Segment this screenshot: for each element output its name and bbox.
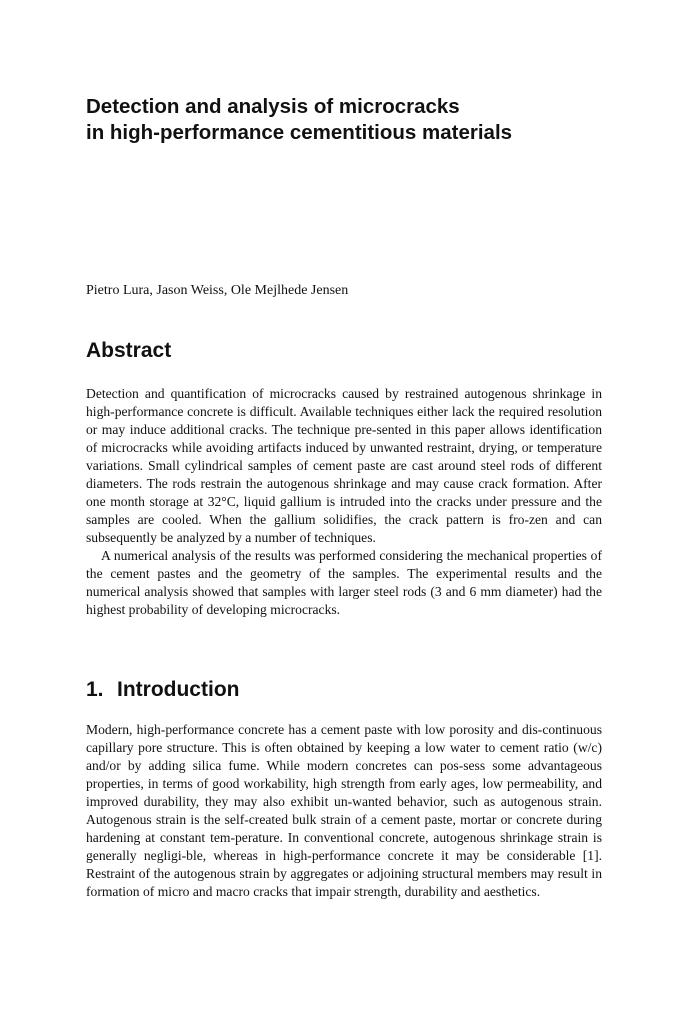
abstract-paragraph-1: Detection and quantification of microcracks caused by restrained autogenous shrinkage in high-performance concrete is difficult. Available techniques either lack the required resolution or may induce additional cracks. The technique pre-sented in this paper allows identification of microcracks while avoiding artifacts induced by unwanted restraint, drying, or temperature variations. Small cylindrical samples of cement paste are cast around steel rods of different diameters. The rods restrain the autogenous shrinkage and may cause crack formation. After one month storage at 32°C, liquid gallium is intruded into the cracks under pressure and the samples are cooled. When the gallium solidifies, the crack pattern is fro-zen and can subsequently be analyzed by a number of techniques.: [86, 386, 602, 545]
paper-title: [86, 94, 602, 146]
section-number: 1.: [86, 678, 104, 701]
introduction-paragraph-1: Modern, high-performance concrete has a cement paste with low porosity and dis-continuous capillary pore structure. This is often obtained by keeping a low water to cement ratio (w/c) and/or by adding silica fume. While modern concretes can pos-sess some advantageous properties, in terms of good workability, high strength from early ages, low permeability, and improved durability, they may also exhibit un-wanted behavior, such as autogenous strain. Autogenous strain is the self-created bulk strain of a cement paste, mortar or concrete during hardening at constant tem-perature. In conventional concrete, autogenous shrinkage strain is generally negligi-ble, whereas in high-performance concrete it may be considerable [1]. Restraint of the autogenous strain by aggregates or adjoining structural members may result in formation of micro and macro cracks that impair strength, durability and aesthetics.: [86, 722, 602, 899]
abstract-body: [86, 385, 602, 619]
introduction-body: [86, 721, 602, 901]
abstract-paragraph-2: A numerical analysis of the results was performed considering the mechanical properties of the cement pastes and the geometry of the samples. The experimental results and the numerical analysis showed that samples with larger steel rods (3 and 6 mm diameter) had the highest probability of developing microcracks.: [86, 548, 602, 617]
abstract-heading: Abstract: [86, 339, 172, 362]
author-list: Pietro Lura, Jason Weiss, Ole Mejlhede Jensen: [86, 283, 349, 298]
paper-title-line-1: Detection and analysis of microcracks: [86, 95, 460, 118]
section-title: Introduction: [117, 678, 240, 701]
introduction-heading: [86, 677, 602, 703]
paper-title-line-2: in high-performance cementitious materials: [86, 121, 513, 144]
